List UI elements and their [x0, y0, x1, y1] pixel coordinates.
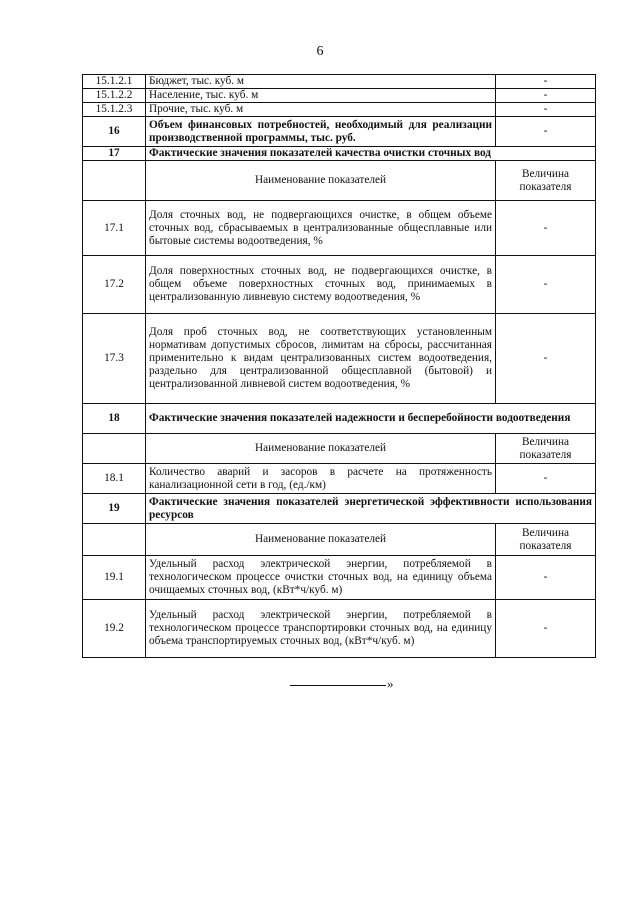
column-header-value: Величина показателя [496, 161, 596, 201]
table-row [83, 600, 596, 658]
row-value: - [496, 89, 596, 103]
row-value: - [496, 103, 596, 117]
column-header-value: Величина показателя [496, 434, 596, 464]
row-text: Доля сточных вод, не подвергающихся очистке, в общем объеме сточных вод, сбрасываемых в централизованные общесплавные или бытовые системы водоотведения, % [146, 201, 496, 256]
table-row [83, 201, 596, 256]
subheader-row [83, 434, 596, 464]
row-text: Количество аварий и засоров в расчете на протяженность канализационной сети в год, (ед./км) [146, 464, 496, 494]
row-number: 18.1 [83, 464, 146, 494]
empty-cell [83, 161, 146, 201]
row-number: 19.2 [83, 600, 146, 658]
subheader-row [83, 161, 596, 201]
table-row [83, 103, 596, 117]
table-row [83, 556, 596, 600]
section-row [83, 494, 596, 524]
table-row [83, 464, 596, 494]
column-header-name: Наименование показателей [146, 434, 496, 464]
row-number: 15.1.2.3 [83, 103, 146, 117]
section-number: 17 [83, 147, 146, 161]
closing-quote: » [387, 676, 394, 691]
row-text: Доля проб сточных вод, не соответствующих установленным нормативам допустимых сбросов, лимитам на сбросы, рассчитанная применительно к видам централизованных систем водоотведения, раздельно для централизованной общесплавной (бытовой) и централизованной ливневой систем водоотведения, % [146, 314, 496, 404]
section-number: 19 [83, 494, 146, 524]
row-number: 15.1.2.1 [83, 75, 146, 89]
empty-cell [83, 524, 146, 556]
row-number: 17.1 [83, 201, 146, 256]
section-title: Фактические значения показателей качества очистки сточных вод [146, 147, 596, 161]
page-number: 6 [316, 44, 324, 59]
row-number: 16 [83, 117, 146, 147]
section-number: 18 [83, 404, 146, 434]
row-value: - [496, 314, 596, 404]
row-value: - [496, 117, 596, 147]
row-value: - [496, 256, 596, 314]
indicators-table [82, 74, 596, 658]
row-number: 19.1 [83, 556, 146, 600]
row-text: Прочие, тыс. куб. м [146, 103, 496, 117]
empty-cell [83, 434, 146, 464]
section-title: Фактические значения показателей надежности и бесперебойности водоотведения [146, 404, 596, 434]
row-value: - [496, 600, 596, 658]
table-row [83, 75, 596, 89]
row-number: 15.1.2.2 [83, 89, 146, 103]
row-text: Бюджет, тыс. куб. м [146, 75, 496, 89]
row-text: Доля поверхностных сточных вод, не подвергающихся очистке, в общем объеме поверхностных сточных вод, принимаемых в централизованную ливневую систему водоотведения, % [146, 256, 496, 314]
section-row [83, 404, 596, 434]
row-value: - [496, 75, 596, 89]
table-row [83, 117, 596, 147]
column-header-value: Величина показателя [496, 524, 596, 556]
row-number: 17.3 [83, 314, 146, 404]
row-value: - [496, 464, 596, 494]
underline-divider [290, 685, 386, 686]
table-row [83, 256, 596, 314]
subheader-row [83, 524, 596, 556]
row-text: Население, тыс. куб. м [146, 89, 496, 103]
row-text: Объем финансовых потребностей, необходимый для реализации производственной программы, тыс. руб. [146, 117, 496, 147]
section-title: Фактические значения показателей энергетической эффективности использования ресурсов [146, 494, 596, 524]
closing-quote-line [290, 676, 394, 692]
row-text: Удельный расход электрической энергии, потребляемой в технологическом процессе транспортировки сточных вод, на единицу объема транспортируемых сточных вод, (кВт*ч/куб. м) [146, 600, 496, 658]
section-row [83, 147, 596, 161]
table-row [83, 314, 596, 404]
table-row [83, 89, 596, 103]
row-number: 17.2 [83, 256, 146, 314]
column-header-name: Наименование показателей [146, 524, 496, 556]
row-text: Удельный расход электрической энергии, потребляемой в технологическом процессе очистки сточных вод, на единицу объема очищаемых сточных вод, (кВт*ч/куб. м) [146, 556, 496, 600]
column-header-name: Наименование показателей [146, 161, 496, 201]
row-value: - [496, 556, 596, 600]
row-value: - [496, 201, 596, 256]
